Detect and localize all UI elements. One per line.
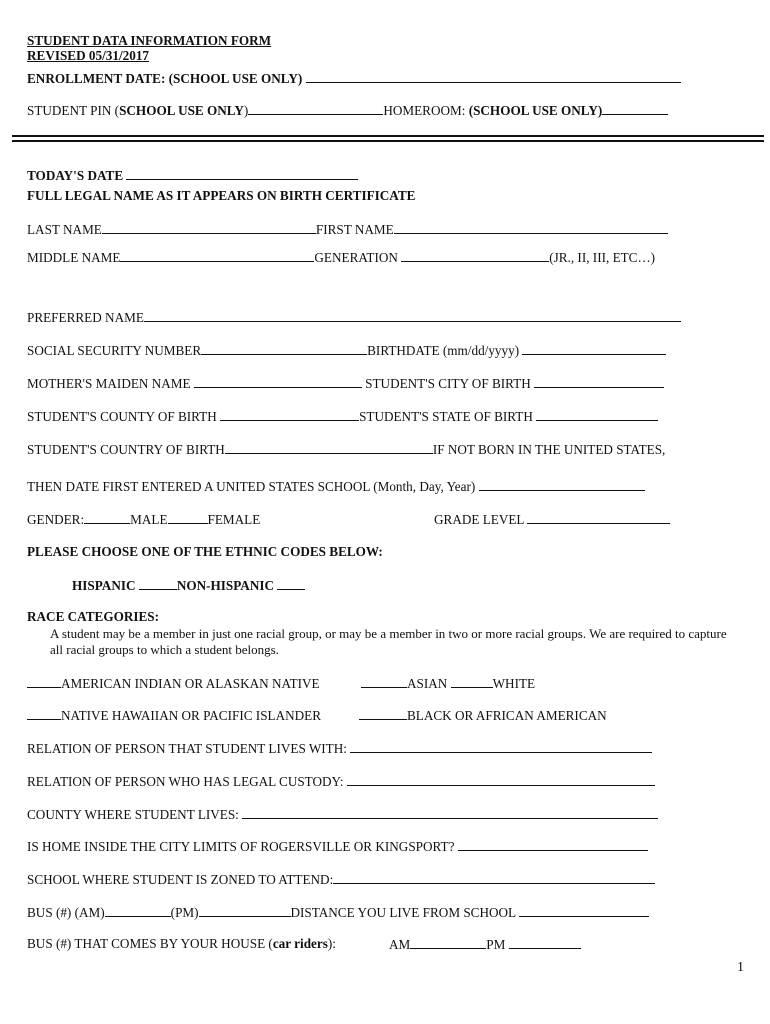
native-hawaiian-label: NATIVE HAWAIIAN OR PACIFIC ISLANDER (61, 708, 322, 723)
grade-level-field[interactable] (527, 511, 670, 524)
gender-row (27, 511, 260, 528)
race-row-2 (27, 707, 321, 724)
bus-pm-field[interactable] (199, 904, 291, 917)
state-of-birth-label: STUDENT'S STATE OF BIRTH (359, 409, 533, 424)
american-indian-field[interactable] (27, 675, 61, 688)
female-label: FEMALE (207, 512, 261, 527)
mothers-maiden-label: MOTHER'S MAIDEN NAME (27, 376, 194, 391)
birthdate-field[interactable] (522, 342, 666, 355)
date-entered-row (27, 478, 645, 495)
student-pin-row (27, 102, 668, 119)
if-not-born-label: IF NOT BORN IN THE UNITED STATES, (432, 442, 666, 457)
date-entered-field[interactable] (479, 478, 645, 491)
bus-pm-label: (PM) (170, 905, 199, 920)
preferred-name-row (27, 309, 681, 326)
ethnicity-row (72, 577, 305, 594)
city-of-birth-field[interactable] (534, 375, 664, 388)
student-pin-school-use: SCHOOL USE ONLY (119, 103, 244, 118)
car-riders-label: car riders (272, 936, 328, 951)
city-limits-label: IS HOME INSIDE THE CITY LIMITS OF ROGERSVILLE OR KINGSPORT? (27, 839, 455, 854)
todays-date-row (27, 167, 358, 184)
city-limits-field[interactable] (458, 838, 648, 851)
section-divider-top (12, 135, 764, 137)
ssn-field[interactable] (201, 342, 367, 355)
black-label: BLACK OR AFRICAN AMERICAN (407, 708, 607, 723)
preferred-name-field[interactable] (144, 309, 681, 322)
white-field[interactable] (451, 675, 493, 688)
ssn-row (27, 342, 666, 359)
relation-custody-label: RELATION OF PERSON WHO HAS LEGAL CUSTODY: (27, 774, 344, 789)
generation-hint: (JR., II, III, ETC…) (549, 250, 656, 265)
hispanic-label: HISPANIC (72, 578, 136, 593)
asian-label: ASIAN (407, 676, 448, 691)
todays-date-label: TODAY'S DATE (27, 168, 124, 183)
american-indian-label: AMERICAN INDIAN OR ALASKAN NATIVE (61, 676, 320, 691)
full-legal-name-heading: FULL LEGAL NAME AS IT APPEARS ON BIRTH CERTIFICATE (27, 188, 416, 203)
race-row-2-right (359, 707, 607, 724)
bus-house-label: BUS (#) THAT COMES BY YOUR HOUSE ( (27, 936, 273, 951)
homeroom-field[interactable] (602, 102, 668, 115)
asian-field[interactable] (361, 675, 407, 688)
ethnic-codes-heading: PLEASE CHOOSE ONE OF THE ETHNIC CODES BELOW: (27, 544, 383, 559)
homeroom-school-use: (SCHOOL USE ONLY) (468, 103, 603, 118)
relation-custody-row (27, 773, 655, 790)
gender-male-field[interactable] (84, 511, 130, 524)
birthdate-label: BIRTHDATE (mm/dd/yyyy) (367, 343, 520, 358)
last-name-field[interactable] (102, 221, 316, 234)
black-field[interactable] (359, 707, 407, 720)
middle-name-label: MIDDLE NAME (27, 250, 121, 265)
race-row-1 (27, 675, 320, 692)
homeroom-label: HOMEROOM: (383, 103, 469, 118)
grade-level-label: GRADE LEVEL (434, 512, 524, 527)
preferred-name-label: PREFERRED NAME (27, 310, 144, 325)
bus-house-am-field[interactable] (410, 936, 486, 949)
county-of-birth-row (27, 408, 658, 425)
relation-lives-with-row (27, 740, 652, 757)
city-of-birth-label: STUDENT'S CITY OF BIRTH (365, 376, 531, 391)
revised-date: REVISED 05/31/2017 (27, 48, 150, 63)
bus-house-pm-field[interactable] (509, 936, 581, 949)
distance-field[interactable] (519, 904, 649, 917)
bus-house-am-pm (389, 936, 581, 953)
form-title: STUDENT DATA INFORMATION FORM (27, 33, 272, 48)
county-lives-label: COUNTY WHERE STUDENT LIVES: (27, 807, 239, 822)
student-pin-label: STUDENT PIN ( (27, 103, 120, 118)
bus-am-field[interactable] (105, 904, 171, 917)
first-name-field[interactable] (394, 221, 668, 234)
white-label: WHITE (492, 676, 536, 691)
race-description: A student may be a member in just one racial group, or may be a member in two or more racial groups. We are required to capture all racial groups to which a student belongs. (50, 626, 727, 657)
ssn-label: SOCIAL SECURITY NUMBER (27, 343, 202, 358)
first-name-label: FIRST NAME (315, 222, 394, 237)
mothers-maiden-field[interactable] (194, 375, 362, 388)
enrollment-date-field[interactable] (306, 70, 681, 83)
todays-date-field[interactable] (126, 167, 358, 180)
distance-label: DISTANCE YOU LIVE FROM SCHOOL (290, 905, 516, 920)
student-pin-paren: ) (243, 103, 249, 118)
gender-female-field[interactable] (168, 511, 208, 524)
city-limits-row (27, 838, 648, 855)
race-row-1-right (361, 675, 535, 692)
non-hispanic-label: NON-HISPANIC (176, 578, 275, 593)
school-zoned-field[interactable] (333, 871, 655, 884)
grade-level-row (434, 511, 670, 528)
generation-field[interactable] (401, 249, 549, 262)
page-number: 1 (737, 960, 744, 975)
relation-custody-field[interactable] (347, 773, 655, 786)
school-zoned-row (27, 871, 655, 888)
school-zoned-label: SCHOOL WHERE STUDENT IS ZONED TO ATTEND: (27, 872, 334, 887)
native-hawaiian-field[interactable] (27, 707, 61, 720)
race-categories-heading: RACE CATEGORIES: (27, 609, 160, 624)
last-first-name-row (27, 221, 668, 238)
middle-name-field[interactable] (120, 249, 314, 262)
bus-house-pm-label: PM (486, 937, 506, 952)
section-divider-bottom (12, 140, 764, 142)
county-lives-row (27, 806, 658, 823)
gender-label: GENDER: (27, 512, 85, 527)
bus-row (27, 904, 649, 921)
relation-lives-with-field[interactable] (350, 740, 652, 753)
county-of-birth-field[interactable] (220, 408, 359, 421)
county-lives-field[interactable] (242, 806, 658, 819)
country-of-birth-label: STUDENT'S COUNTRY OF BIRTH (27, 442, 225, 457)
country-of-birth-field[interactable] (225, 441, 433, 454)
bus-house-am-label: AM (389, 937, 411, 952)
bus-house-row (27, 936, 336, 952)
middle-name-row (27, 249, 655, 266)
enrollment-date-row (27, 70, 681, 87)
non-hispanic-field[interactable] (277, 577, 305, 590)
last-name-label: LAST NAME (27, 222, 102, 237)
bus-am-label: BUS (#) (AM) (27, 905, 105, 920)
state-of-birth-field[interactable] (536, 408, 658, 421)
enrollment-date-label: ENROLLMENT DATE: (SCHOOL USE ONLY) (27, 71, 303, 86)
mothers-maiden-row (27, 375, 664, 392)
male-label: MALE (130, 512, 168, 527)
generation-label: GENERATION (314, 250, 398, 265)
student-pin-field[interactable] (248, 102, 383, 115)
hispanic-field[interactable] (139, 577, 177, 590)
county-of-birth-label: STUDENT'S COUNTY OF BIRTH (27, 409, 217, 424)
date-entered-label: THEN DATE FIRST ENTERED A UNITED STATES SCHOOL (Month, Day, Year) (27, 479, 476, 494)
country-of-birth-row (27, 441, 665, 458)
relation-lives-with-label: RELATION OF PERSON THAT STUDENT LIVES WITH: (27, 741, 347, 756)
bus-house-close: ): (327, 936, 336, 951)
